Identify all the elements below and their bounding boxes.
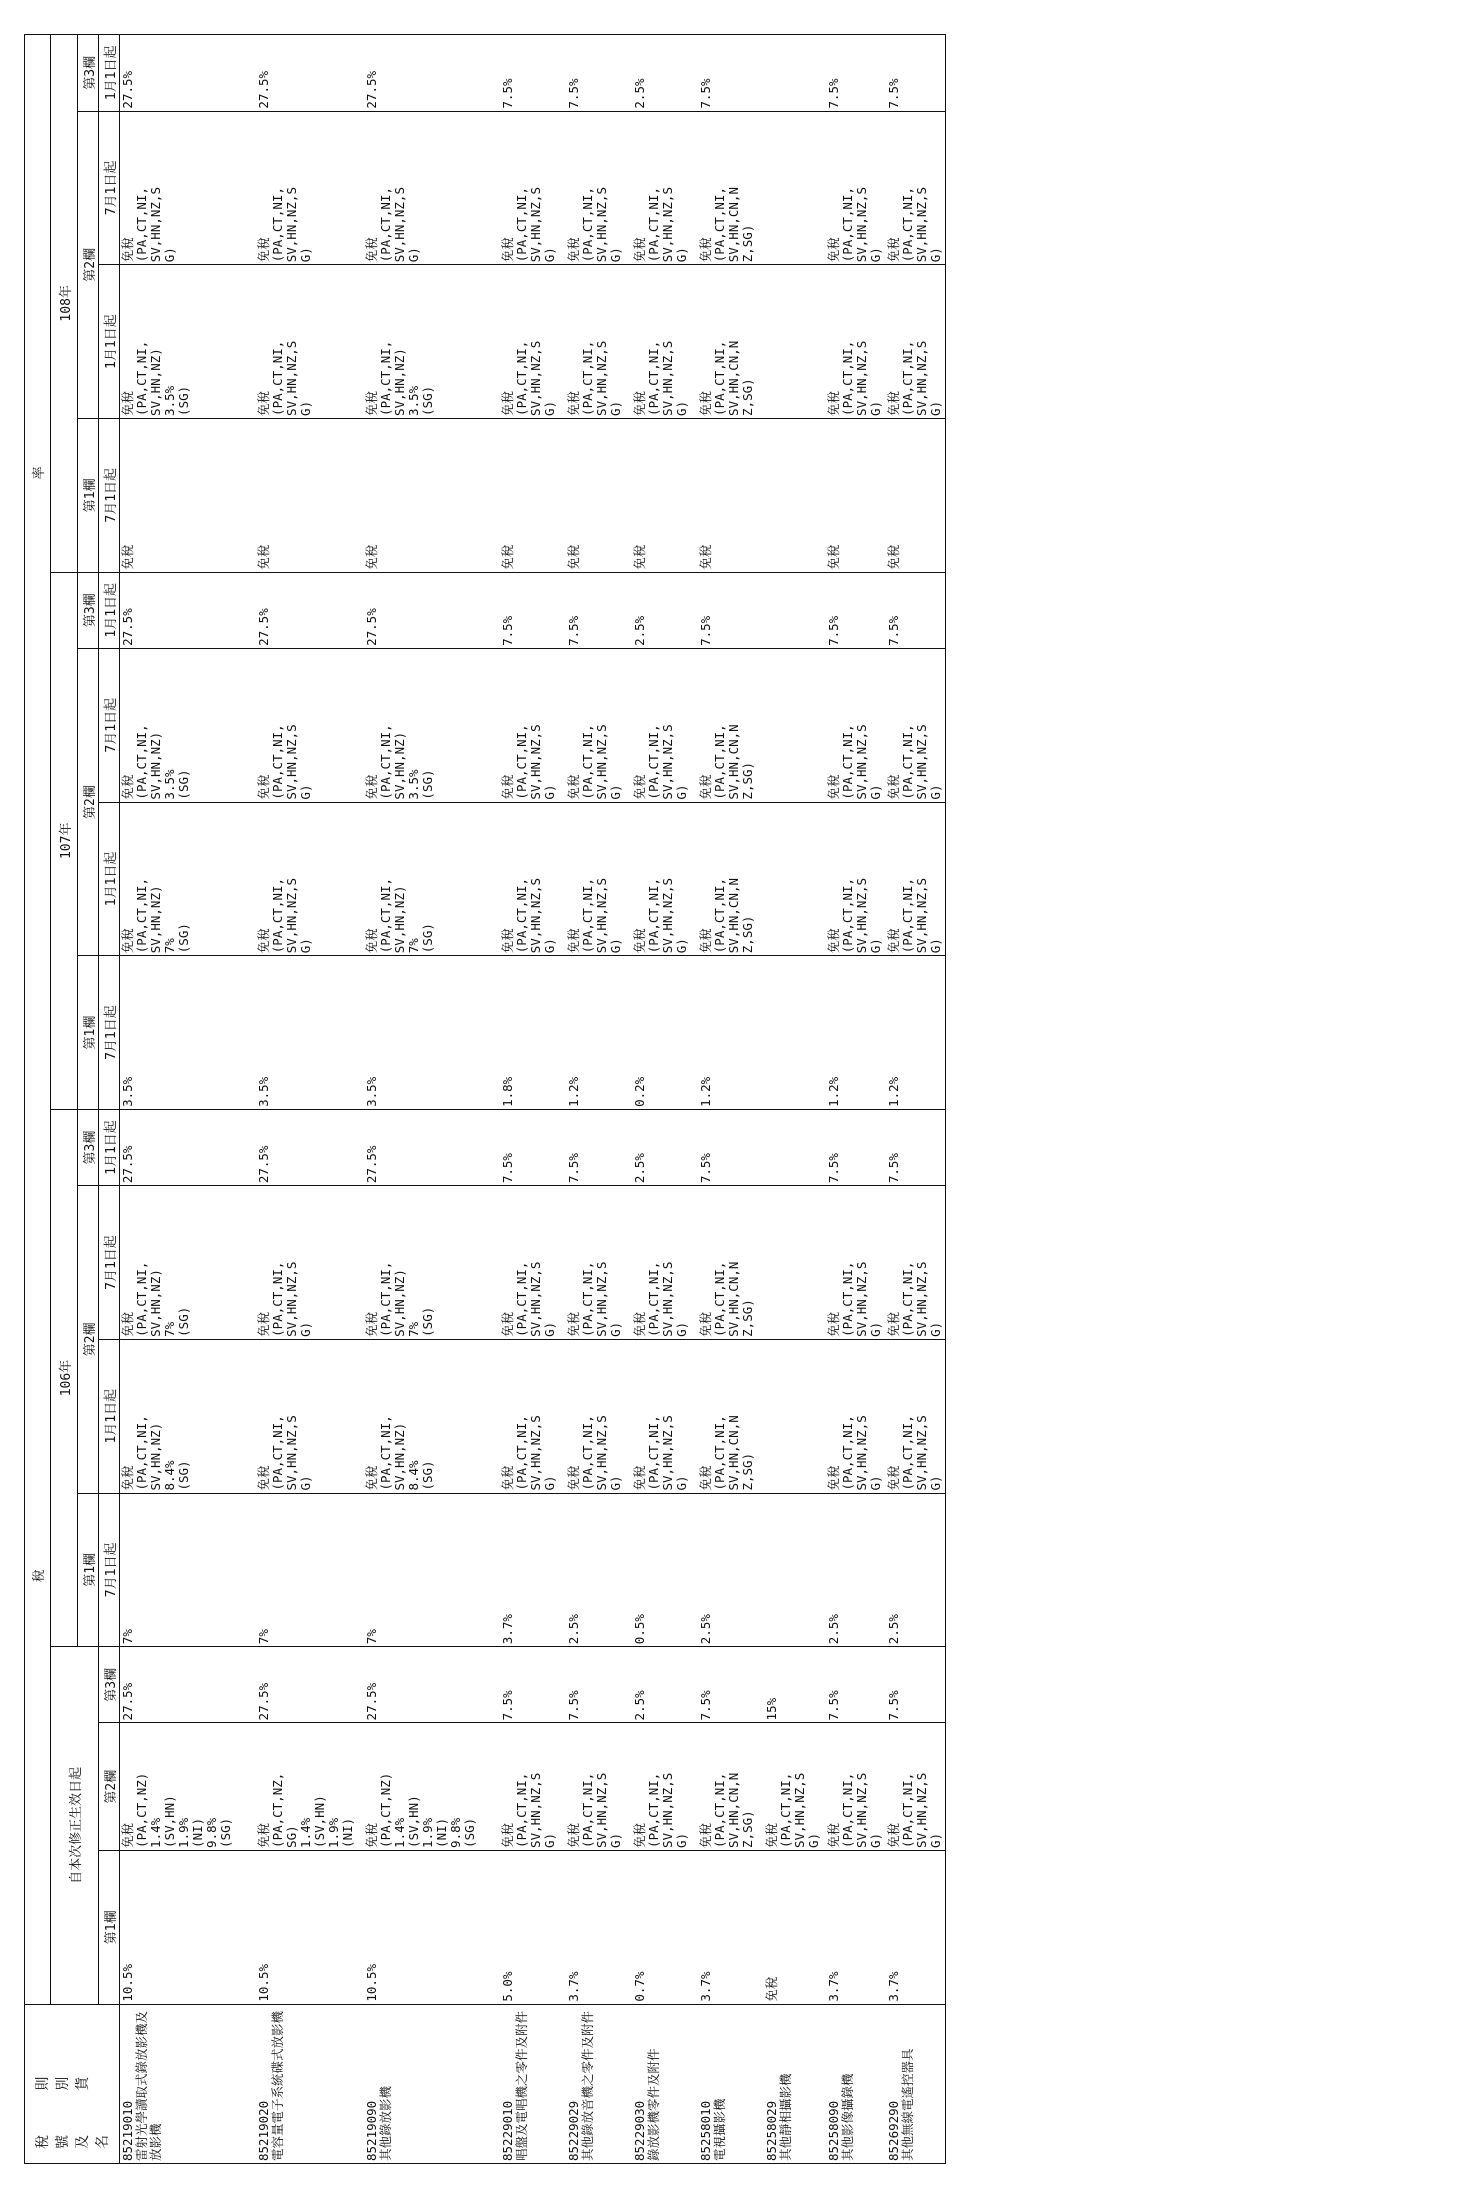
rate-cell-y106-2: 免稅 (PA,CT,NI, SV,HN,NZ,S G) (886, 1186, 946, 1340)
table-row (364, 35, 500, 2164)
rate-cell-y108-1 (764, 265, 826, 419)
rate-cell-y108-1: 免稅 (PA,CT,NI, SV,HN,NZ,S G) (566, 265, 632, 419)
header-107-col3: 第3欄 (78, 572, 99, 648)
table-row (826, 35, 886, 2164)
header-base-col3: 第3欄 (99, 1647, 120, 1723)
rate-cell-y108-0: 免稅 (826, 418, 886, 572)
rate-cell-base-1: 免稅 (PA,CT,NI, SV,HN,NZ,S G) (826, 1723, 886, 1851)
rate-cell-y107-2: 免稅 (PA,CT,NI, SV,HN,NZ,S G) (886, 648, 946, 802)
rate-cell-y107-0 (764, 956, 826, 1110)
rate-cell-y107-3: 27.5% (364, 572, 500, 648)
rate-cell-y108-1: 免稅 (PA,CT,NI, SV,HN,NZ) 3.5% (SG) (364, 265, 500, 419)
rate-cell-y106-2: 免稅 (PA,CT,NI, SV,HN,NZ) 7% (SG) (120, 1186, 256, 1340)
header-107-col2: 第2欄 (78, 648, 99, 955)
goods-name: 雷射光學讀取式錄放影機及放影機 (134, 2010, 163, 2161)
header-106-jan1-c3: 1月1日起 (99, 1109, 120, 1185)
header-106-jul1: 7月1日起 (99, 1186, 120, 1340)
header-108-jul1: 7月1日起 (99, 111, 120, 265)
rate-cell-base-1: 免稅 (PA,CT,NI, SV,HN,NZ,S G) (632, 1723, 698, 1851)
rate-cell-y106-0: 7% (120, 1493, 256, 1647)
rate-cell-y108-2 (764, 111, 826, 265)
rate-cell-y108-3: 7.5% (566, 35, 632, 112)
rate-cell-y108-1: 免稅 (PA,CT,NI, SV,HN,NZ,S G) (886, 265, 946, 419)
rate-cell-y108-2: 免稅 (PA,CT,NI, SV,HN,NZ,S G) (500, 111, 566, 265)
rate-cell-y107-0: 1.2% (698, 956, 764, 1110)
header-tax-label: 稅 (32, 1559, 47, 1583)
table-row (120, 35, 256, 2164)
header-base-col1: 第1欄 (99, 1850, 120, 2004)
rate-cell-base-0: 3.7% (886, 1850, 946, 2004)
rate-cell-y107-2 (764, 648, 826, 802)
rate-cell-y107-2: 免稅 (PA,CT,NI, SV,HN,NZ,S G) (256, 648, 364, 802)
header-107-jan1-c3: 1月1日起 (99, 572, 120, 648)
rate-cell-base-1: 免稅 (PA,CT,NZ) 1.4% (SV,HN) 1.9% (NI) 9.8% (SG) (120, 1723, 256, 1851)
rate-cell-y106-1: 免稅 (PA,CT,NI, SV,HN,NZ) 8.4% (SG) (364, 1339, 500, 1493)
rate-cell-y108-3 (764, 35, 826, 112)
rate-cell-base-0: 3.7% (698, 1850, 764, 2004)
rate-cell-y106-0: 2.5% (886, 1493, 946, 1647)
header-106-col3: 第3欄 (78, 1109, 99, 1185)
header-107-jul1: 7月1日起 (99, 648, 120, 802)
item-cell (256, 2004, 364, 2163)
rate-cell-y106-3: 27.5% (120, 1109, 256, 1185)
rate-cell-base-1: 免稅 (PA,CT,NI, SV,HN,NZ,S G) (764, 1723, 826, 1851)
header-year-108: 108年 (51, 35, 78, 573)
goods-name: 其他錄放影機 (377, 2085, 393, 2161)
rate-cell-y107-0: 1.2% (886, 956, 946, 1110)
table-row (764, 35, 826, 2164)
header-106-jan1: 1月1日起 (99, 1339, 120, 1493)
rate-cell-y107-3: 27.5% (120, 572, 256, 648)
rate-cell-base-2: 27.5% (120, 1647, 256, 1723)
rate-cell-base-1: 免稅 (PA,CT,NZ) 1.4% (SV,HN) 1.9% (NI) 9.8% (SG) (364, 1723, 500, 1851)
rate-cell-y108-3: 7.5% (886, 35, 946, 112)
table-row (632, 35, 698, 2164)
rate-cell-y106-1: 免稅 (PA,CT,NI, SV,HN,NZ,S G) (566, 1339, 632, 1493)
rate-cell-y108-3: 2.5% (632, 35, 698, 112)
tariff-code: 85219020 (255, 2100, 271, 2161)
rate-cell-y106-2: 免稅 (PA,CT,NI, SV,HN,NZ) 7% (SG) (364, 1186, 500, 1340)
header-name: 稅 則 號 別 及 貨 名 (25, 2004, 120, 2163)
rate-cell-y107-2: 免稅 (PA,CT,NI, SV,HN,NZ,S G) (826, 648, 886, 802)
rate-cell-y108-2: 免稅 (PA,CT,NI, SV,HN,NZ,S G) (566, 111, 632, 265)
goods-name: 其他無線電遙控器具 (899, 2048, 915, 2161)
rate-cell-y107-3: 7.5% (698, 572, 764, 648)
header-108-col2: 第2欄 (78, 111, 99, 418)
rate-cell-y108-0: 免稅 (364, 418, 500, 572)
rate-cell-base-2: 27.5% (256, 1647, 364, 1723)
goods-name: 其他影像攝錄機 (839, 2073, 855, 2161)
header-107-jan1: 1月1日起 (99, 802, 120, 956)
rate-cell-y107-2: 免稅 (PA,CT,NI, SV,HN,NZ,S G) (632, 648, 698, 802)
rate-cell-y106-0: 7% (256, 1493, 364, 1647)
tariff-code: 85269290 (885, 2100, 901, 2161)
rate-cell-base-0: 免稅 (764, 1850, 826, 2004)
rate-cell-y106-2 (764, 1186, 826, 1340)
table-row (500, 35, 566, 2164)
rate-cell-base-0: 0.7% (632, 1850, 698, 2004)
goods-name: 電視攝影機 (711, 2098, 727, 2161)
rate-cell-y107-1: 免稅 (PA,CT,NI, SV,HN,CN,N Z,SG) (698, 802, 764, 956)
rate-cell-y107-3: 2.5% (632, 572, 698, 648)
header-base-period: 自本次修正生效日起 (51, 1647, 99, 2004)
rate-cell-y107-0: 1.2% (826, 956, 886, 1110)
rate-cell-y106-1: 免稅 (PA,CT,NI, SV,HN,CN,N Z,SG) (698, 1339, 764, 1493)
rate-cell-y107-3: 7.5% (500, 572, 566, 648)
rate-cell-y108-3: 7.5% (826, 35, 886, 112)
rate-cell-y108-0: 免稅 (698, 418, 764, 572)
rate-cell-y108-0: 免稅 (886, 418, 946, 572)
rate-cell-y108-1: 免稅 (PA,CT,NI, SV,HN,CN,N Z,SG) (698, 265, 764, 419)
header-108-jul1-c1: 7月1日起 (99, 418, 120, 572)
rate-cell-y108-2: 免稅 (PA,CT,NI, SV,HN,NZ,S G) (826, 111, 886, 265)
tariff-code: 85219090 (363, 2100, 379, 2161)
table-row (256, 35, 364, 2164)
rate-cell-y108-1: 免稅 (PA,CT,NI, SV,HN,NZ) 3.5% (SG) (120, 265, 256, 419)
rate-cell-y108-0 (764, 418, 826, 572)
rate-cell-y107-2: 免稅 (PA,CT,NI, SV,HN,NZ,S G) (566, 648, 632, 802)
header-108-jan1: 1月1日起 (99, 265, 120, 419)
rate-cell-y107-1: 免稅 (PA,CT,NI, SV,HN,NZ,S G) (256, 802, 364, 956)
rate-cell-base-2: 2.5% (632, 1647, 698, 1723)
rate-cell-y108-0: 免稅 (256, 418, 364, 572)
rate-cell-y106-0: 0.5% (632, 1493, 698, 1647)
rate-cell-y106-3: 27.5% (256, 1109, 364, 1185)
rate-cell-y106-3 (764, 1109, 826, 1185)
rate-cell-y108-2: 免稅 (PA,CT,NI, SV,HN,CN,N Z,SG) (698, 111, 764, 265)
rate-cell-y106-1: 免稅 (PA,CT,NI, SV,HN,NZ) 8.4% (SG) (120, 1339, 256, 1493)
goods-name: 錄放影機零件及附件 (645, 2048, 661, 2161)
rate-cell-base-2: 7.5% (698, 1647, 764, 1723)
tariff-table (24, 34, 946, 2164)
table-row (886, 35, 946, 2164)
tariff-code: 85258090 (825, 2100, 841, 2161)
tariff-rows (120, 35, 946, 2164)
tariff-code: 85258010 (697, 2100, 713, 2161)
rate-cell-y107-0: 3.5% (256, 956, 364, 1110)
rate-cell-y107-3: 7.5% (886, 572, 946, 648)
rate-cell-y106-1: 免稅 (PA,CT,NI, SV,HN,NZ,S G) (256, 1339, 364, 1493)
header-year-107: 107年 (51, 572, 78, 1109)
rate-cell-y108-1: 免稅 (PA,CT,NI, SV,HN,NZ,S G) (826, 265, 886, 419)
item-cell (120, 2004, 256, 2163)
tariff-code: 85219010 (120, 2100, 135, 2161)
rate-cell-y106-3: 27.5% (364, 1109, 500, 1185)
rate-cell-y106-1: 免稅 (PA,CT,NI, SV,HN,NZ,S G) (826, 1339, 886, 1493)
rate-cell-base-1: 免稅 (PA,CT,NI, SV,HN,NZ,S G) (500, 1723, 566, 1851)
header-107-jul1-c1: 7月1日起 (99, 956, 120, 1110)
rate-cell-base-0: 10.5% (256, 1850, 364, 2004)
tariff-code: 85229029 (565, 2100, 581, 2161)
tariff-code: 85229030 (631, 2100, 647, 2161)
goods-name: 唱盤及電唱機之零件及附件 (513, 2010, 529, 2161)
header-107-col1: 第1欄 (78, 956, 99, 1110)
goods-name: 其他錄放音機之零件及附件 (579, 2010, 595, 2161)
rate-cell-y108-0: 免稅 (566, 418, 632, 572)
rate-cell-y106-3: 7.5% (500, 1109, 566, 1185)
table-row (566, 35, 632, 2164)
header-108-col3: 第3欄 (78, 35, 99, 112)
rate-cell-y108-0: 免稅 (500, 418, 566, 572)
rate-cell-y106-0: 2.5% (698, 1493, 764, 1647)
tariff-code: 85258029 (763, 2100, 779, 2161)
rate-cell-base-2: 27.5% (364, 1647, 500, 1723)
rate-cell-y107-1: 免稅 (PA,CT,NI, SV,HN,NZ,S G) (500, 802, 566, 956)
rate-cell-base-0: 10.5% (120, 1850, 256, 2004)
rate-cell-y108-2: 免稅 (PA,CT,NI, SV,HN,NZ,S G) (120, 111, 256, 265)
rate-cell-y108-2: 免稅 (PA,CT,NI, SV,HN,NZ,S G) (256, 111, 364, 265)
rate-cell-y106-1: 免稅 (PA,CT,NI, SV,HN,NZ,S G) (500, 1339, 566, 1493)
rate-cell-y106-3: 7.5% (698, 1109, 764, 1185)
rate-cell-y107-2: 免稅 (PA,CT,NI, SV,HN,NZ) 3.5% (SG) (364, 648, 500, 802)
header-108-jan1-c3: 1月1日起 (99, 35, 120, 112)
item-cell (500, 2004, 566, 2163)
header-tax-rate (25, 35, 51, 2005)
header-106-jul1-c1: 7月1日起 (99, 1493, 120, 1647)
header-rate-label: 率 (32, 456, 47, 480)
rate-cell-base-2: 7.5% (826, 1647, 886, 1723)
item-cell (364, 2004, 500, 2163)
rate-cell-base-1: 免稅 (PA,CT,NZ, SG) 1.4% (SV,HN) 1.9% (NI) (256, 1723, 364, 1851)
rate-cell-base-1: 免稅 (PA,CT,NI, SV,HN,NZ,S G) (566, 1723, 632, 1851)
table-row (698, 35, 764, 2164)
rate-cell-y106-3: 7.5% (566, 1109, 632, 1185)
rate-cell-y106-0: 2.5% (826, 1493, 886, 1647)
rate-cell-y107-0: 3.5% (120, 956, 256, 1110)
rate-cell-y107-0: 1.2% (566, 956, 632, 1110)
rate-cell-y107-1: 免稅 (PA,CT,NI, SV,HN,NZ,S G) (826, 802, 886, 956)
rate-cell-base-0: 5.0% (500, 1850, 566, 2004)
rate-cell-y108-3: 27.5% (364, 35, 500, 112)
rate-cell-base-2: 7.5% (566, 1647, 632, 1723)
goods-name: 其他靜相攝影機 (777, 2073, 793, 2161)
tariff-code: 85229010 (499, 2100, 515, 2161)
rate-cell-y107-0: 1.8% (500, 956, 566, 1110)
rate-cell-y106-2: 免稅 (PA,CT,NI, SV,HN,NZ,S G) (826, 1186, 886, 1340)
rate-cell-base-0: 10.5% (364, 1850, 500, 2004)
rate-cell-y107-2: 免稅 (PA,CT,NI, SV,HN,NZ,S G) (500, 648, 566, 802)
rate-cell-y107-3 (764, 572, 826, 648)
goods-name: 電容量電子系統碟式放影機 (269, 2010, 285, 2161)
rate-cell-y106-0 (764, 1493, 826, 1647)
header-106-col1: 第1欄 (78, 1493, 99, 1647)
rate-cell-y107-2: 免稅 (PA,CT,NI, SV,HN,NZ) 3.5% (SG) (120, 648, 256, 802)
header-106-col2: 第2欄 (78, 1186, 99, 1493)
rate-cell-y106-2: 免稅 (PA,CT,NI, SV,HN,NZ,S G) (632, 1186, 698, 1340)
rate-cell-y107-3: 27.5% (256, 572, 364, 648)
rate-cell-y107-0: 3.5% (364, 956, 500, 1110)
item-cell (764, 2004, 826, 2163)
header-108-col1: 第1欄 (78, 418, 99, 572)
rate-cell-y106-2: 免稅 (PA,CT,NI, SV,HN,CN,N Z,SG) (698, 1186, 764, 1340)
rate-cell-y106-2: 免稅 (PA,CT,NI, SV,HN,NZ,S G) (256, 1186, 364, 1340)
rate-cell-base-0: 3.7% (826, 1850, 886, 2004)
header-base-col2: 第2欄 (99, 1723, 120, 1851)
rate-cell-y108-3: 7.5% (500, 35, 566, 112)
rate-cell-y108-3: 7.5% (698, 35, 764, 112)
rate-cell-base-2: 15% (764, 1647, 826, 1723)
rate-cell-y108-2: 免稅 (PA,CT,NI, SV,HN,NZ,S G) (364, 111, 500, 265)
rate-cell-y107-1: 免稅 (PA,CT,NI, SV,HN,NZ,S G) (566, 802, 632, 956)
rate-cell-y106-0: 2.5% (566, 1493, 632, 1647)
rate-cell-y108-0: 免稅 (632, 418, 698, 572)
rate-cell-y107-1: 免稅 (PA,CT,NI, SV,HN,NZ) 7% (SG) (120, 802, 256, 956)
rate-cell-base-2: 7.5% (886, 1647, 946, 1723)
item-cell (632, 2004, 698, 2163)
rate-cell-y106-0: 3.7% (500, 1493, 566, 1647)
rate-cell-y107-3: 7.5% (566, 572, 632, 648)
rate-cell-y107-2: 免稅 (PA,CT,NI, SV,HN,CN,N Z,SG) (698, 648, 764, 802)
rate-cell-y106-2: 免稅 (PA,CT,NI, SV,HN,NZ,S G) (500, 1186, 566, 1340)
rate-cell-y107-0: 0.2% (632, 956, 698, 1110)
rate-cell-base-1: 免稅 (PA,CT,NI, SV,HN,CN,N Z,SG) (698, 1723, 764, 1851)
rate-cell-y108-2: 免稅 (PA,CT,NI, SV,HN,NZ,S G) (632, 111, 698, 265)
rate-cell-y108-1: 免稅 (PA,CT,NI, SV,HN,NZ,S G) (256, 265, 364, 419)
item-cell (886, 2004, 946, 2163)
rate-cell-y108-3: 27.5% (120, 35, 256, 112)
rate-cell-y106-1: 免稅 (PA,CT,NI, SV,HN,NZ,S G) (886, 1339, 946, 1493)
rate-cell-y106-3: 7.5% (886, 1109, 946, 1185)
rate-cell-base-1: 免稅 (PA,CT,NI, SV,HN,NZ,S G) (886, 1723, 946, 1851)
rate-cell-y108-1: 免稅 (PA,CT,NI, SV,HN,NZ,S G) (500, 265, 566, 419)
item-cell (698, 2004, 764, 2163)
rate-cell-y108-0: 免稅 (120, 418, 256, 572)
rate-cell-y108-3: 27.5% (256, 35, 364, 112)
rate-cell-base-0: 3.7% (566, 1850, 632, 2004)
rate-cell-y107-1: 免稅 (PA,CT,NI, SV,HN,NZ) 7% (SG) (364, 802, 500, 956)
rate-cell-y108-1: 免稅 (PA,CT,NI, SV,HN,NZ,S G) (632, 265, 698, 419)
rate-cell-y108-2: 免稅 (PA,CT,NI, SV,HN,NZ,S G) (886, 111, 946, 265)
rate-cell-y107-1: 免稅 (PA,CT,NI, SV,HN,NZ,S G) (632, 802, 698, 956)
rate-cell-y107-3: 7.5% (826, 572, 886, 648)
rate-cell-base-2: 7.5% (500, 1647, 566, 1723)
rate-cell-y107-1 (764, 802, 826, 956)
rate-cell-y106-1 (764, 1339, 826, 1493)
rate-cell-y106-0: 7% (364, 1493, 500, 1647)
rate-cell-y106-3: 7.5% (826, 1109, 886, 1185)
item-cell (826, 2004, 886, 2163)
item-cell (566, 2004, 632, 2163)
rate-cell-y106-3: 2.5% (632, 1109, 698, 1185)
header-year-106: 106年 (51, 1109, 78, 1646)
rate-cell-y107-1: 免稅 (PA,CT,NI, SV,HN,NZ,S G) (886, 802, 946, 956)
rate-cell-y106-1: 免稅 (PA,CT,NI, SV,HN,NZ,S G) (632, 1339, 698, 1493)
rate-cell-y106-2: 免稅 (PA,CT,NI, SV,HN,NZ,S G) (566, 1186, 632, 1340)
